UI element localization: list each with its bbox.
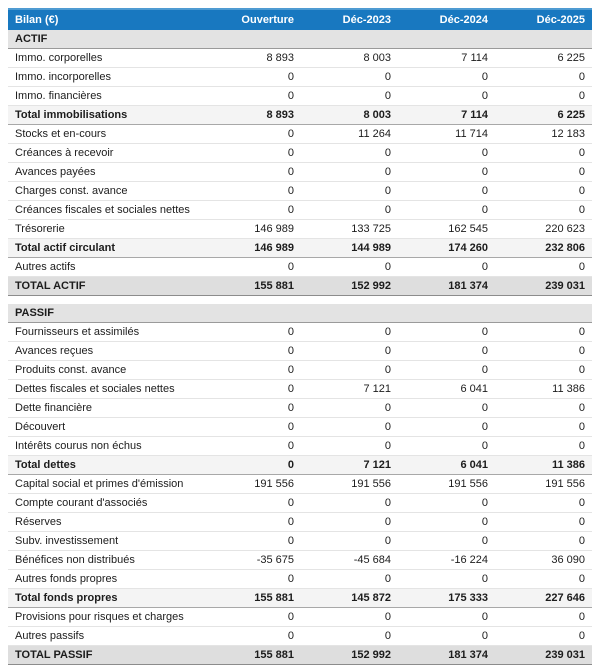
cell-value: 0 [301,163,398,182]
cell-value: 0 [398,201,495,220]
cell-value: -35 675 [204,550,301,569]
cell-value: 11 714 [398,125,495,144]
cell-value: 0 [204,379,301,398]
cell-value: 0 [204,125,301,144]
cell-value: 181 374 [398,277,495,296]
cell-value: 0 [204,417,301,436]
cell-value: 0 [398,163,495,182]
row-label: Total immobilisations [8,106,204,125]
table-header-row [8,9,592,30]
cell-value: 11 386 [495,379,592,398]
cell-value: 0 [301,322,398,341]
section-gap [8,296,592,304]
cell-value: 0 [301,258,398,277]
cell-value: 7 114 [398,49,495,68]
row-label: Trésorerie [8,220,204,239]
row-label: Intérêts courus non échus [8,436,204,455]
section-title: PASSIF [8,304,592,323]
cell-value: 0 [495,436,592,455]
cell-value: 0 [204,258,301,277]
cell-value: 6 041 [398,379,495,398]
row-label: Total actif circulant [8,239,204,258]
cell-value: 133 725 [301,220,398,239]
cell-value: 0 [204,322,301,341]
cell-value: 191 556 [495,474,592,493]
cell-value: 191 556 [301,474,398,493]
cell-value: 11 386 [495,455,592,474]
table-row [8,201,592,220]
table-row [8,455,592,474]
cell-value: 0 [204,144,301,163]
cell-value: 0 [204,493,301,512]
row-label: TOTAL PASSIF [8,645,204,664]
cell-value: 0 [495,607,592,626]
cell-value: 0 [398,531,495,550]
cell-value: 239 031 [495,645,592,664]
cell-value: 6 041 [398,455,495,474]
table-row [8,239,592,258]
cell-value: 36 090 [495,550,592,569]
cell-value: 6 225 [495,49,592,68]
table-row [8,398,592,417]
row-label: Avances reçues [8,341,204,360]
cell-value: 0 [301,626,398,645]
cell-value: 0 [204,201,301,220]
section-gap-cell [8,296,592,304]
row-label: Produits const. avance [8,360,204,379]
cell-value: 0 [495,531,592,550]
cell-value: 0 [301,531,398,550]
header-col-dec-2023: Déc-2023 [301,9,398,30]
table-row [8,125,592,144]
table-row [8,144,592,163]
cell-value: 0 [204,436,301,455]
cell-value: 0 [398,322,495,341]
cell-value: -45 684 [301,550,398,569]
cell-value: 0 [398,258,495,277]
cell-value: 0 [204,398,301,417]
row-label: Total dettes [8,455,204,474]
cell-value: 0 [495,569,592,588]
table-body [8,30,592,664]
header-col-dec-2025: Déc-2025 [495,9,592,30]
section-header-row [8,30,592,49]
cell-value: 0 [204,607,301,626]
cell-value: 0 [495,163,592,182]
cell-value: 0 [495,493,592,512]
cell-value: 0 [495,512,592,531]
cell-value: 0 [301,512,398,531]
row-label: Stocks et en-cours [8,125,204,144]
section-header-row [8,304,592,323]
cell-value: 0 [301,144,398,163]
cell-value: 8 003 [301,49,398,68]
cell-value: 0 [301,493,398,512]
cell-value: 239 031 [495,277,592,296]
cell-value: 0 [398,493,495,512]
cell-value: 181 374 [398,645,495,664]
cell-value: 8 893 [204,49,301,68]
cell-value: 0 [398,144,495,163]
cell-value: 162 545 [398,220,495,239]
table-row [8,182,592,201]
table-row [8,417,592,436]
cell-value: 0 [495,258,592,277]
cell-value: 0 [204,512,301,531]
cell-value: 174 260 [398,239,495,258]
row-label: Fournisseurs et assimilés [8,322,204,341]
cell-value: 0 [398,68,495,87]
cell-value: 0 [398,87,495,106]
cell-value: 0 [398,436,495,455]
row-label: Bénéfices non distribués [8,550,204,569]
table-row [8,220,592,239]
cell-value: 0 [301,417,398,436]
cell-value: 0 [301,436,398,455]
cell-value: 227 646 [495,588,592,607]
cell-value: 152 992 [301,645,398,664]
table-row [8,87,592,106]
cell-value: 0 [301,68,398,87]
cell-value: 152 992 [301,277,398,296]
table-row [8,49,592,68]
cell-value: 0 [301,360,398,379]
table-row [8,68,592,87]
cell-value: 155 881 [204,277,301,296]
cell-value: 0 [204,455,301,474]
cell-value: 0 [301,607,398,626]
header-col-dec-2024: Déc-2024 [398,9,495,30]
cell-value: 146 989 [204,239,301,258]
table-row [8,106,592,125]
cell-value: 0 [204,341,301,360]
cell-value: 6 225 [495,106,592,125]
table-row [8,569,592,588]
cell-value: 11 264 [301,125,398,144]
row-label: Autres actifs [8,258,204,277]
cell-value: 0 [398,569,495,588]
row-label: Capital social et primes d'émission [8,474,204,493]
row-label: Créances fiscales et sociales nettes [8,201,204,220]
table-row [8,163,592,182]
table-row [8,588,592,607]
table-row [8,341,592,360]
table-row [8,360,592,379]
cell-value: 0 [301,201,398,220]
cell-value: 0 [398,398,495,417]
cell-value: 0 [495,322,592,341]
cell-value: 0 [398,607,495,626]
cell-value: 0 [495,87,592,106]
header-col-ouverture: Ouverture [204,9,301,30]
row-label: Dettes fiscales et sociales nettes [8,379,204,398]
row-label: Immo. financières [8,87,204,106]
table-row [8,436,592,455]
cell-value: 0 [204,68,301,87]
cell-value: 155 881 [204,645,301,664]
cell-value: 0 [398,512,495,531]
cell-value: 0 [398,417,495,436]
cell-value: 0 [204,163,301,182]
cell-value: 0 [495,182,592,201]
cell-value: 0 [204,360,301,379]
row-label: Subv. investissement [8,531,204,550]
cell-value: 0 [495,68,592,87]
cell-value: 0 [301,341,398,360]
cell-value: 0 [398,182,495,201]
row-label: Autres fonds propres [8,569,204,588]
cell-value: 0 [204,87,301,106]
row-label: Avances payées [8,163,204,182]
cell-value: 144 989 [301,239,398,258]
row-label: Immo. incorporelles [8,68,204,87]
cell-value: 0 [301,182,398,201]
cell-value: 0 [204,182,301,201]
cell-value: 0 [495,626,592,645]
cell-value: 0 [495,201,592,220]
row-label: Immo. corporelles [8,49,204,68]
cell-value: 220 623 [495,220,592,239]
cell-value: 7 121 [301,379,398,398]
cell-value: 0 [204,531,301,550]
table-row [8,322,592,341]
table-row [8,607,592,626]
cell-value: 191 556 [204,474,301,493]
cell-value: 0 [301,569,398,588]
row-label: Autres passifs [8,626,204,645]
cell-value: 0 [398,626,495,645]
cell-value: 0 [495,360,592,379]
row-label: Charges const. avance [8,182,204,201]
cell-value: 155 881 [204,588,301,607]
table-row [8,531,592,550]
row-label: Créances à recevoir [8,144,204,163]
table-row [8,493,592,512]
cell-value: 0 [398,341,495,360]
cell-value: 12 183 [495,125,592,144]
cell-value: 0 [495,398,592,417]
cell-value: 0 [204,569,301,588]
row-label: Dette financière [8,398,204,417]
cell-value: 145 872 [301,588,398,607]
section-title: ACTIF [8,30,592,49]
table-row [8,474,592,493]
table-row [8,258,592,277]
cell-value: -16 224 [398,550,495,569]
cell-value: 8 003 [301,106,398,125]
cell-value: 191 556 [398,474,495,493]
cell-value: 0 [495,417,592,436]
cell-value: 7 114 [398,106,495,125]
row-label: Réserves [8,512,204,531]
cell-value: 0 [495,144,592,163]
header-label-bilan: Bilan (€) [8,9,204,30]
cell-value: 0 [301,87,398,106]
cell-value: 0 [204,626,301,645]
table-row [8,645,592,664]
row-label: Total fonds propres [8,588,204,607]
cell-value: 7 121 [301,455,398,474]
row-label: Provisions pour risques et charges [8,607,204,626]
cell-value: 232 806 [495,239,592,258]
row-label: TOTAL ACTIF [8,277,204,296]
cell-value: 0 [398,360,495,379]
table-row [8,512,592,531]
cell-value: 146 989 [204,220,301,239]
table-row [8,550,592,569]
cell-value: 0 [301,398,398,417]
balance-sheet-table [8,8,592,665]
cell-value: 8 893 [204,106,301,125]
table-row [8,277,592,296]
cell-value: 0 [495,341,592,360]
row-label: Compte courant d'associés [8,493,204,512]
row-label: Découvert [8,417,204,436]
cell-value: 175 333 [398,588,495,607]
table-row [8,379,592,398]
